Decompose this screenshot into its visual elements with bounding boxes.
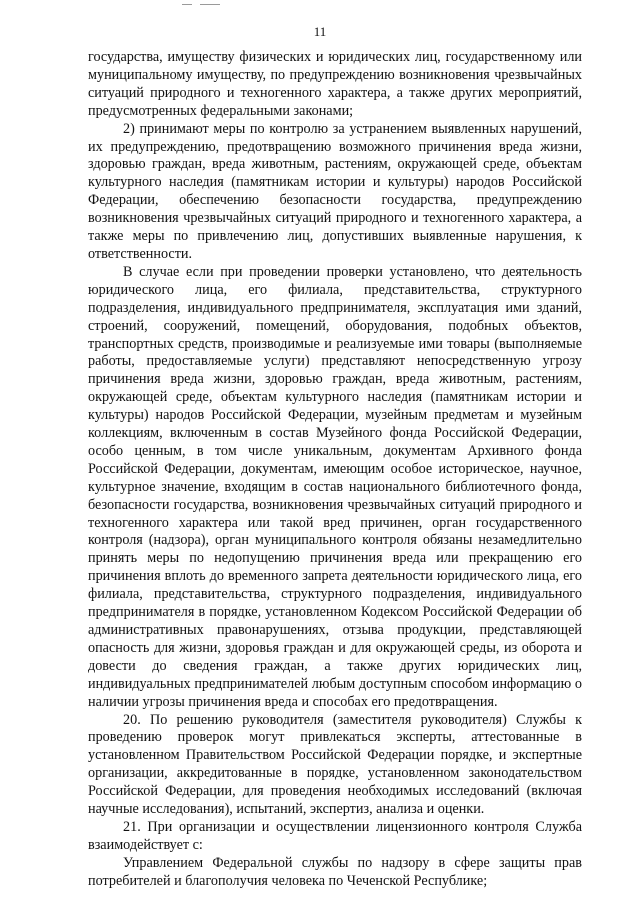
paragraph-clause-21: 21. При организации и осуществлении лицензионного контроля Служба взаимодействует с: <box>88 818 582 853</box>
paragraph-continuation: государства, имуществу физических и юридических лиц, государственному или муниципальному имуществу, по предупреждению возникновения чрезвычайных ситуаций природного и техногенного характера, а также других мероприятий, предусмотренных федеральными законами; <box>88 49 582 119</box>
paragraph-item-2: 2) принимают меры по контролю за устранением выявленных нарушений, их предупреждению, предотвращению возможного причинения вреда жизни, здоровью граждан, вреда животным, растениям, окружающей среде, объектам культурного наследия (памятникам истории и культуры) народов Российской Федерации, обеспечению безопасности государства, предупреждению возникновения чрезвычайных ситуаций природного и техногенного характера, а также меры по привлечению лиц, допустивших выявленные нарушения, к ответственности. <box>88 120 582 262</box>
page-number: 11 <box>313 24 327 39</box>
paragraph-rospotrebnadzor: Управлением Федеральной службы по надзору в сфере защиты прав потребителей и благополучия человека по Чеченской Республике; <box>88 854 582 889</box>
scan-mark-left <box>182 4 192 5</box>
document-body <box>88 49 582 891</box>
paragraph-threat-measures: В случае если при проведении проверки установлено, что деятельность юридического лица, его филиала, представительства, структурного подразделения, индивидуального предпринимателя, эксплуатация ими зданий, строений, сооружений, помещений, оборудования, подобных объектов, транспортных средств, производимые и реализуемые ими товары (выполняемые работы, предоставляемые услуги) представляют непосредственную угрозу причинения вреда жизни, здоровью граждан, вреда животным, растениям, окружающей среде, объектам культурного наследия (памятникам истории и культуры) народов Российской Федерации, музейным предметам и музейным коллекциям, включенным в состав Музейного фонда Российской Федерации, особо ценным, в том числе уникальным, документам Архивного фонда Российской Федерации, документам, имеющим особое историческое, научное, культурное значение, входящим в состав национального библиотечного фонда, безопасности государства, возникновения чрезвычайных ситуаций природного и техногенного характера или такой вред причинен, орган государственного контроля (надзора), орган муниципального контроля обязаны незамедлительно принять меры по недопущению причинения вреда или прекращению его причинения вплоть до временного запрета деятельности юридического лица, его филиала, представительства, структурного подразделения, индивидуального предпринимателя в порядке, установленном Кодексом Российской Федерации об административных правонарушениях, отзыва продукции, представляющей опасность для жизни, здоровья граждан и для окружающей среды, из оборота и довести до сведения граждан, а также других юридических лиц, индивидуальных предпринимателей любым доступным способом информацию о наличии угрозы причинения вреда и способах его предотвращения. <box>88 263 582 710</box>
paragraph-clause-20: 20. По решению руководителя (заместителя руководителя) Службы к проведению проверок могут привлекаться эксперты, аттестованные в установленном Правительством Российской Федерации порядке, и экспертные организации, аккредитованные в порядке, установленном законодательством Российской Федерации, для проведения необходимых исследований (включая научные исследования), испытаний, экспертиз, анализа и оценки. <box>88 711 582 818</box>
scan-mark-right <box>200 4 220 5</box>
